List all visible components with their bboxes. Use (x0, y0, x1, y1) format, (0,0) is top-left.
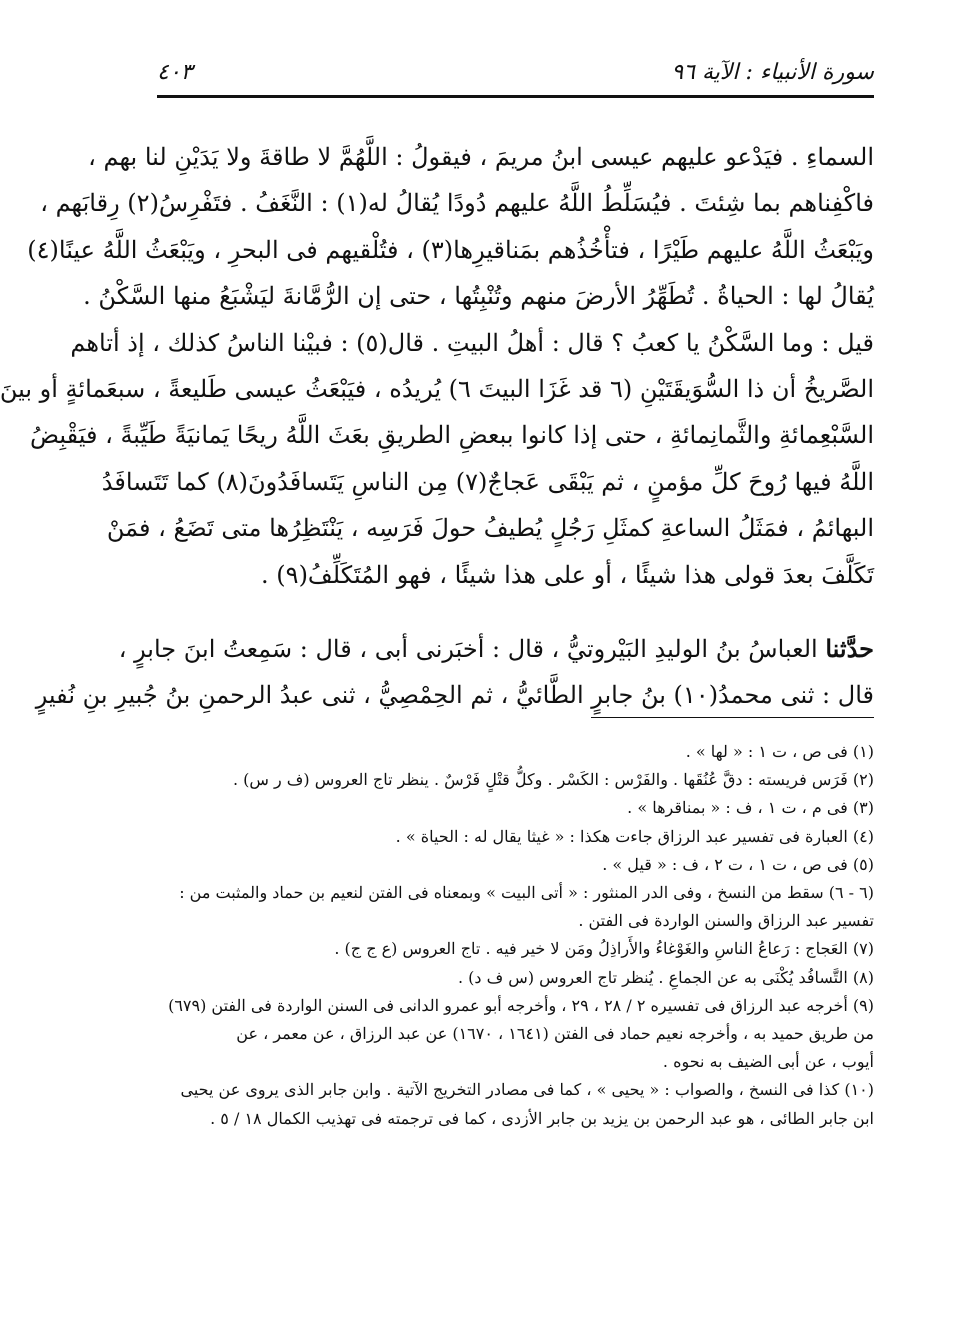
footnote-8 (157, 964, 874, 992)
text-line: اللَّهُ فيها رُوحَ كلِّ مؤمنٍ ، ثم يَبْقَى عَجاجٌ(٧) مِن الناسِ يَتَسافَدُونَ(٨) كما تَتَسافَدُ (101, 467, 874, 496)
text-line: السماءِ . فيَدْعو عليهم عيسى ابنُ مريمَ ، فيقولُ : اللَّهُمَّ لا طاقةَ ولا يَدَيْنِ لنا بهم ، (88, 143, 874, 171)
footnote-line: (٦ - ٦) سقط من النسخ ، وفى الدر المنثور : « أتى البيت » وبمعناه فى الفتن لنعيم بن حماد والمثبت من : (179, 883, 874, 903)
footnote-6 (157, 879, 874, 935)
running-title: سورة الأنبياء : الآية ٩٦ (671, 59, 874, 85)
text-line: قيل : وما السَّكْنُ يا كعبُ ؟ قال : أهلُ البيتِ . قال(٥) : فبيْنا الناسُ كذلك ، إذ أتاهم (70, 328, 874, 357)
text-line (118, 626, 874, 672)
header-rule (157, 95, 874, 98)
footnote-rule (591, 717, 874, 718)
main-text (0, 134, 874, 719)
text-line: يُقالُ لها : الحياةُ . تُطَهِّرُ الأرضَ منهم وتُنْبِتُها ، حتى إن الرُّمَّانةَ ليَشْبَعُ منها السَّكْنُ . (83, 282, 874, 311)
footnote-line: من طريق حميد به ، وأخرجه نعيم حماد فى الفتن (١٦٤١ ، ١٦٧٠) عن عبد الرزاق ، عن معمر ، عن (236, 1024, 874, 1044)
text-line: السَّبْعِمائةِ والثَّمانِمائةِ ، حتى إذا كانوا ببعضِ الطريقِ بعَثَ اللَّهُ ريحًا يَمانيَةً طَيِّبةً ، فيَقْبِضُ (29, 421, 874, 450)
page-header (157, 52, 874, 92)
footnote-line: (٩) أخرجه عبد الرزاق فى تفسيره ٢ / ٢٨ ، ٢٩ ، وأخرجه أبو عمرو الدانى فى السنن الواردة فى الفتن (٦٧٩) (168, 995, 874, 1015)
footnote-line: (٧) العَجاج : رَعاعُ الناسِ والغَوْغاءُ والأَراذِلُ ومَن لا خير فيه . تاج العروس (ع ج ج) . (334, 939, 874, 959)
paragraph-2 (35, 626, 874, 719)
text-line: ويَبْعَثُ اللَّهُ عليهم طَيْرًا ، فتأْخُذُهم بمَناقيرِها(٣) ، فتُلْقيهم فى البحرِ ، ويَبْعَثُ اللَّهُ عينًا(٤) (27, 235, 874, 264)
footnote-3 (157, 794, 874, 822)
footnote-2 (157, 766, 874, 794)
footnote-line: (٣) فى م ، ت ١ ، ف : « بمناقرها » . (627, 798, 874, 818)
text-line: قال : ثنى محمدُ(١٠) بنُ جابرٍ الطَّائيُّ ، ثم الحِمْصِيُّ ، ثنى عبدُ الرحمنِ بنُ جُبيرِ بنِ نُفيرٍ (35, 681, 874, 710)
footnote-line: (٥) فى ص ، ت ١ ، ت ٢ ، ف : « قيل » . (602, 854, 874, 874)
text-line: الصَّريخُ أن ذا السُّوَيقَتَيْنِ (٦ قد غَزَا البيتَ ٦) يُريدُه ، فيَبْعَثُ عيسى طَليعةً ، سبعَمائةٍ أو بينَ (0, 375, 874, 404)
narration-text: العباسُ بنُ الوليدِ البَيْروتيُّ ، قال : أخبَرنى أبى ، قال : سَمِعتُ ابنَ جابرٍ ، (118, 635, 826, 664)
footnote-line: أيوب ، عن أبى الضيف به نحوه . (662, 1052, 874, 1072)
paragraph-1 (0, 134, 874, 598)
footnote-7 (157, 935, 874, 963)
footnote-line: ابن جابر الطائى ، هو عبد الرحمن بن يزيد بن جابر الأزدى ، كما فى ترجمته فى تهذيب الكمال ١٨ / ٥ . (210, 1108, 874, 1128)
page-number: ٤٠٣ (157, 59, 193, 85)
footnote-line: (٢) فَرَس فريسته : دقَّ عُنُقَها . والفَرْس : الكَسْر . وكلُّ قتْلٍ فَرْسٌ . ينظر تاج العروس (ف ر س) . (232, 770, 874, 790)
footnote-line: (٤) العبارة فى تفسير عبد الرزاق جاءت هكذا : « غيثا يقال له : الحياة » . (395, 826, 874, 846)
text-line: تَكَلَّفَ بعدَ قولى هذا شيئًا ، أو على هذا شيئًا ، فهو المُتَكَلِّفُ(٩) . (261, 560, 874, 589)
text-line: البهائمُ ، فمَثَلُ الساعةِ كمثَلِ رَجُلٍ يُطيفُ حولَ فَرَسِه ، يَنْتَظِرُها متى تَضَعُ ، فمَنْ (106, 514, 874, 543)
text-line: فاكْفِناهم بما شِئتَ . فيُسَلِّطُ اللَّهُ عليهم دُودًا يُقالُ له(١) : النَّغَفُ . فتَفْرِسُ(٢) رِقابَهم ، (40, 189, 874, 218)
footnote-5 (157, 851, 874, 879)
footnote-line: (١) فى ص ، ت ١ : « لها » . (685, 742, 874, 761)
footnote-line: تفسير عبد الرزاق والسنن الواردة فى الفتن . (578, 911, 874, 931)
footnote-4 (157, 823, 874, 851)
footnote-line: (١٠) كذا فى النسخ ، والصواب : « يحيى » ، كما فى مصادر التخريج الآتية . وابن جابر الذى يروى عن يحيى (180, 1080, 874, 1100)
footnotes (157, 738, 874, 1133)
footnote-9 (157, 992, 874, 1077)
footnote-line: (٨) التَّسافُد يُكْنَى به عن الجماعِ . يُنظر تاج العروس (س ف د) . (458, 967, 874, 987)
footnote-1 (157, 738, 874, 766)
footnote-10 (157, 1076, 874, 1132)
narration-lead: حدَّثنا (825, 634, 874, 664)
